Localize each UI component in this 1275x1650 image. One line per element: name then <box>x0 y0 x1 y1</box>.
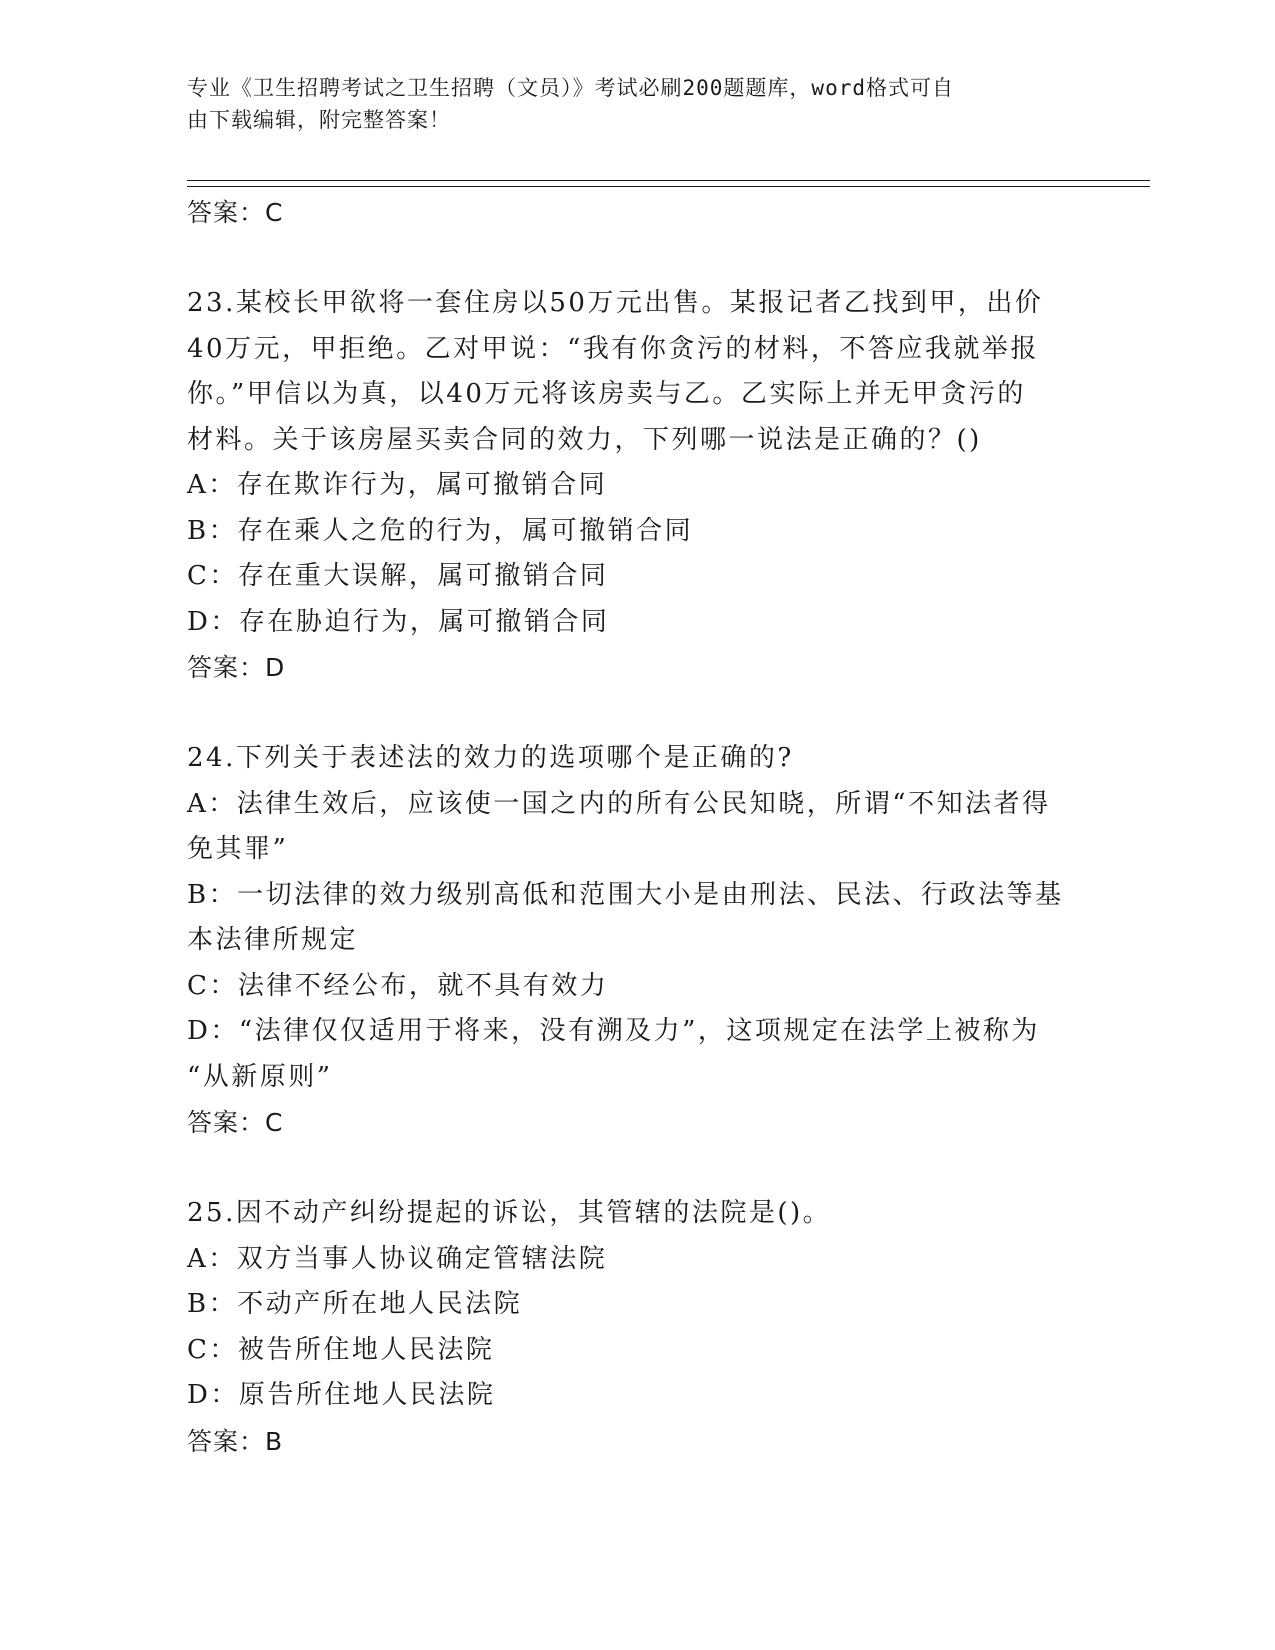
question-text: 25.因不动产纠纷提起的诉讼，其管辖的法院是()。 <box>187 1198 832 1228</box>
question-text-line: 材料。关于该房屋买卖合同的效力，下列哪一说法是正确的？() <box>187 424 982 455</box>
header-divider <box>187 180 1150 187</box>
option-a-line-1: A：法律生效后，应该使一国之内的所有公民知晓，所谓“不知法者得 <box>187 788 1051 819</box>
question-text-line: 23.某校长甲欲将一套住房以50万元出售。某报记者乙找到甲，出价 <box>187 288 1044 318</box>
question-25 <box>187 1191 1087 1464</box>
header-line-1: 专业《卫生招聘考试之卫生招聘（文员）》考试必刷200题题库，word格式可自 <box>187 76 954 100</box>
document-header <box>187 72 1067 136</box>
answer: 答案：D <box>187 653 286 682</box>
option-b: B：存在乘人之危的行为，属可撤销合同 <box>187 515 694 546</box>
option-d: D：存在胁迫行为，属可撤销合同 <box>187 606 610 637</box>
question-23 <box>187 281 1087 691</box>
option-c: C：被告所住地人民法院 <box>187 1334 495 1365</box>
question-text: 24.下列关于表述法的效力的选项哪个是正确的? <box>187 743 794 773</box>
spacer <box>187 236 1087 282</box>
document-body <box>187 190 1087 1464</box>
answer: 答案：B <box>187 1426 284 1456</box>
option-a: A：双方当事人协议确定管辖法院 <box>187 1243 608 1274</box>
option-b-line-2: 本法律所规定 <box>187 925 359 955</box>
option-c: C：存在重大误解，属可撤销合同 <box>187 561 609 591</box>
option-d-line-1: D：“法律仅仅适用于将来，没有溯及力”，这项规定在法学上被称为 <box>187 1016 1040 1046</box>
option-a-line-2: 免其罪” <box>187 834 289 864</box>
question-text-line: 你。”甲信以为真，以40万元将该房卖与乙。乙实际上并无甲贪污的 <box>187 379 1026 409</box>
header-line-2: 由下载编辑，附完整答案！ <box>187 108 451 132</box>
option-c: C：法律不经公布，就不具有效力 <box>187 970 609 1001</box>
spacer <box>187 1146 1087 1192</box>
option-d-line-2: “从新原则” <box>187 1061 333 1092</box>
answer: 答案：C <box>187 1108 284 1137</box>
spacer <box>187 691 1087 737</box>
option-d: D：原告所住地人民法院 <box>187 1380 496 1410</box>
option-a: A：存在欺诈行为，属可撤销合同 <box>187 470 608 500</box>
question-text-line: 40万元，甲拒绝。乙对甲说：“我有你贪污的材料，不答应我就举报 <box>187 333 1039 364</box>
previous-answer: 答案：C <box>187 198 284 227</box>
question-24 <box>187 736 1087 1146</box>
option-b-line-1: B：一切法律的效力级别高低和范围大小是由刑法、民法、行政法等基 <box>187 879 1064 910</box>
option-b: B：不动产所在地人民法院 <box>187 1289 523 1319</box>
